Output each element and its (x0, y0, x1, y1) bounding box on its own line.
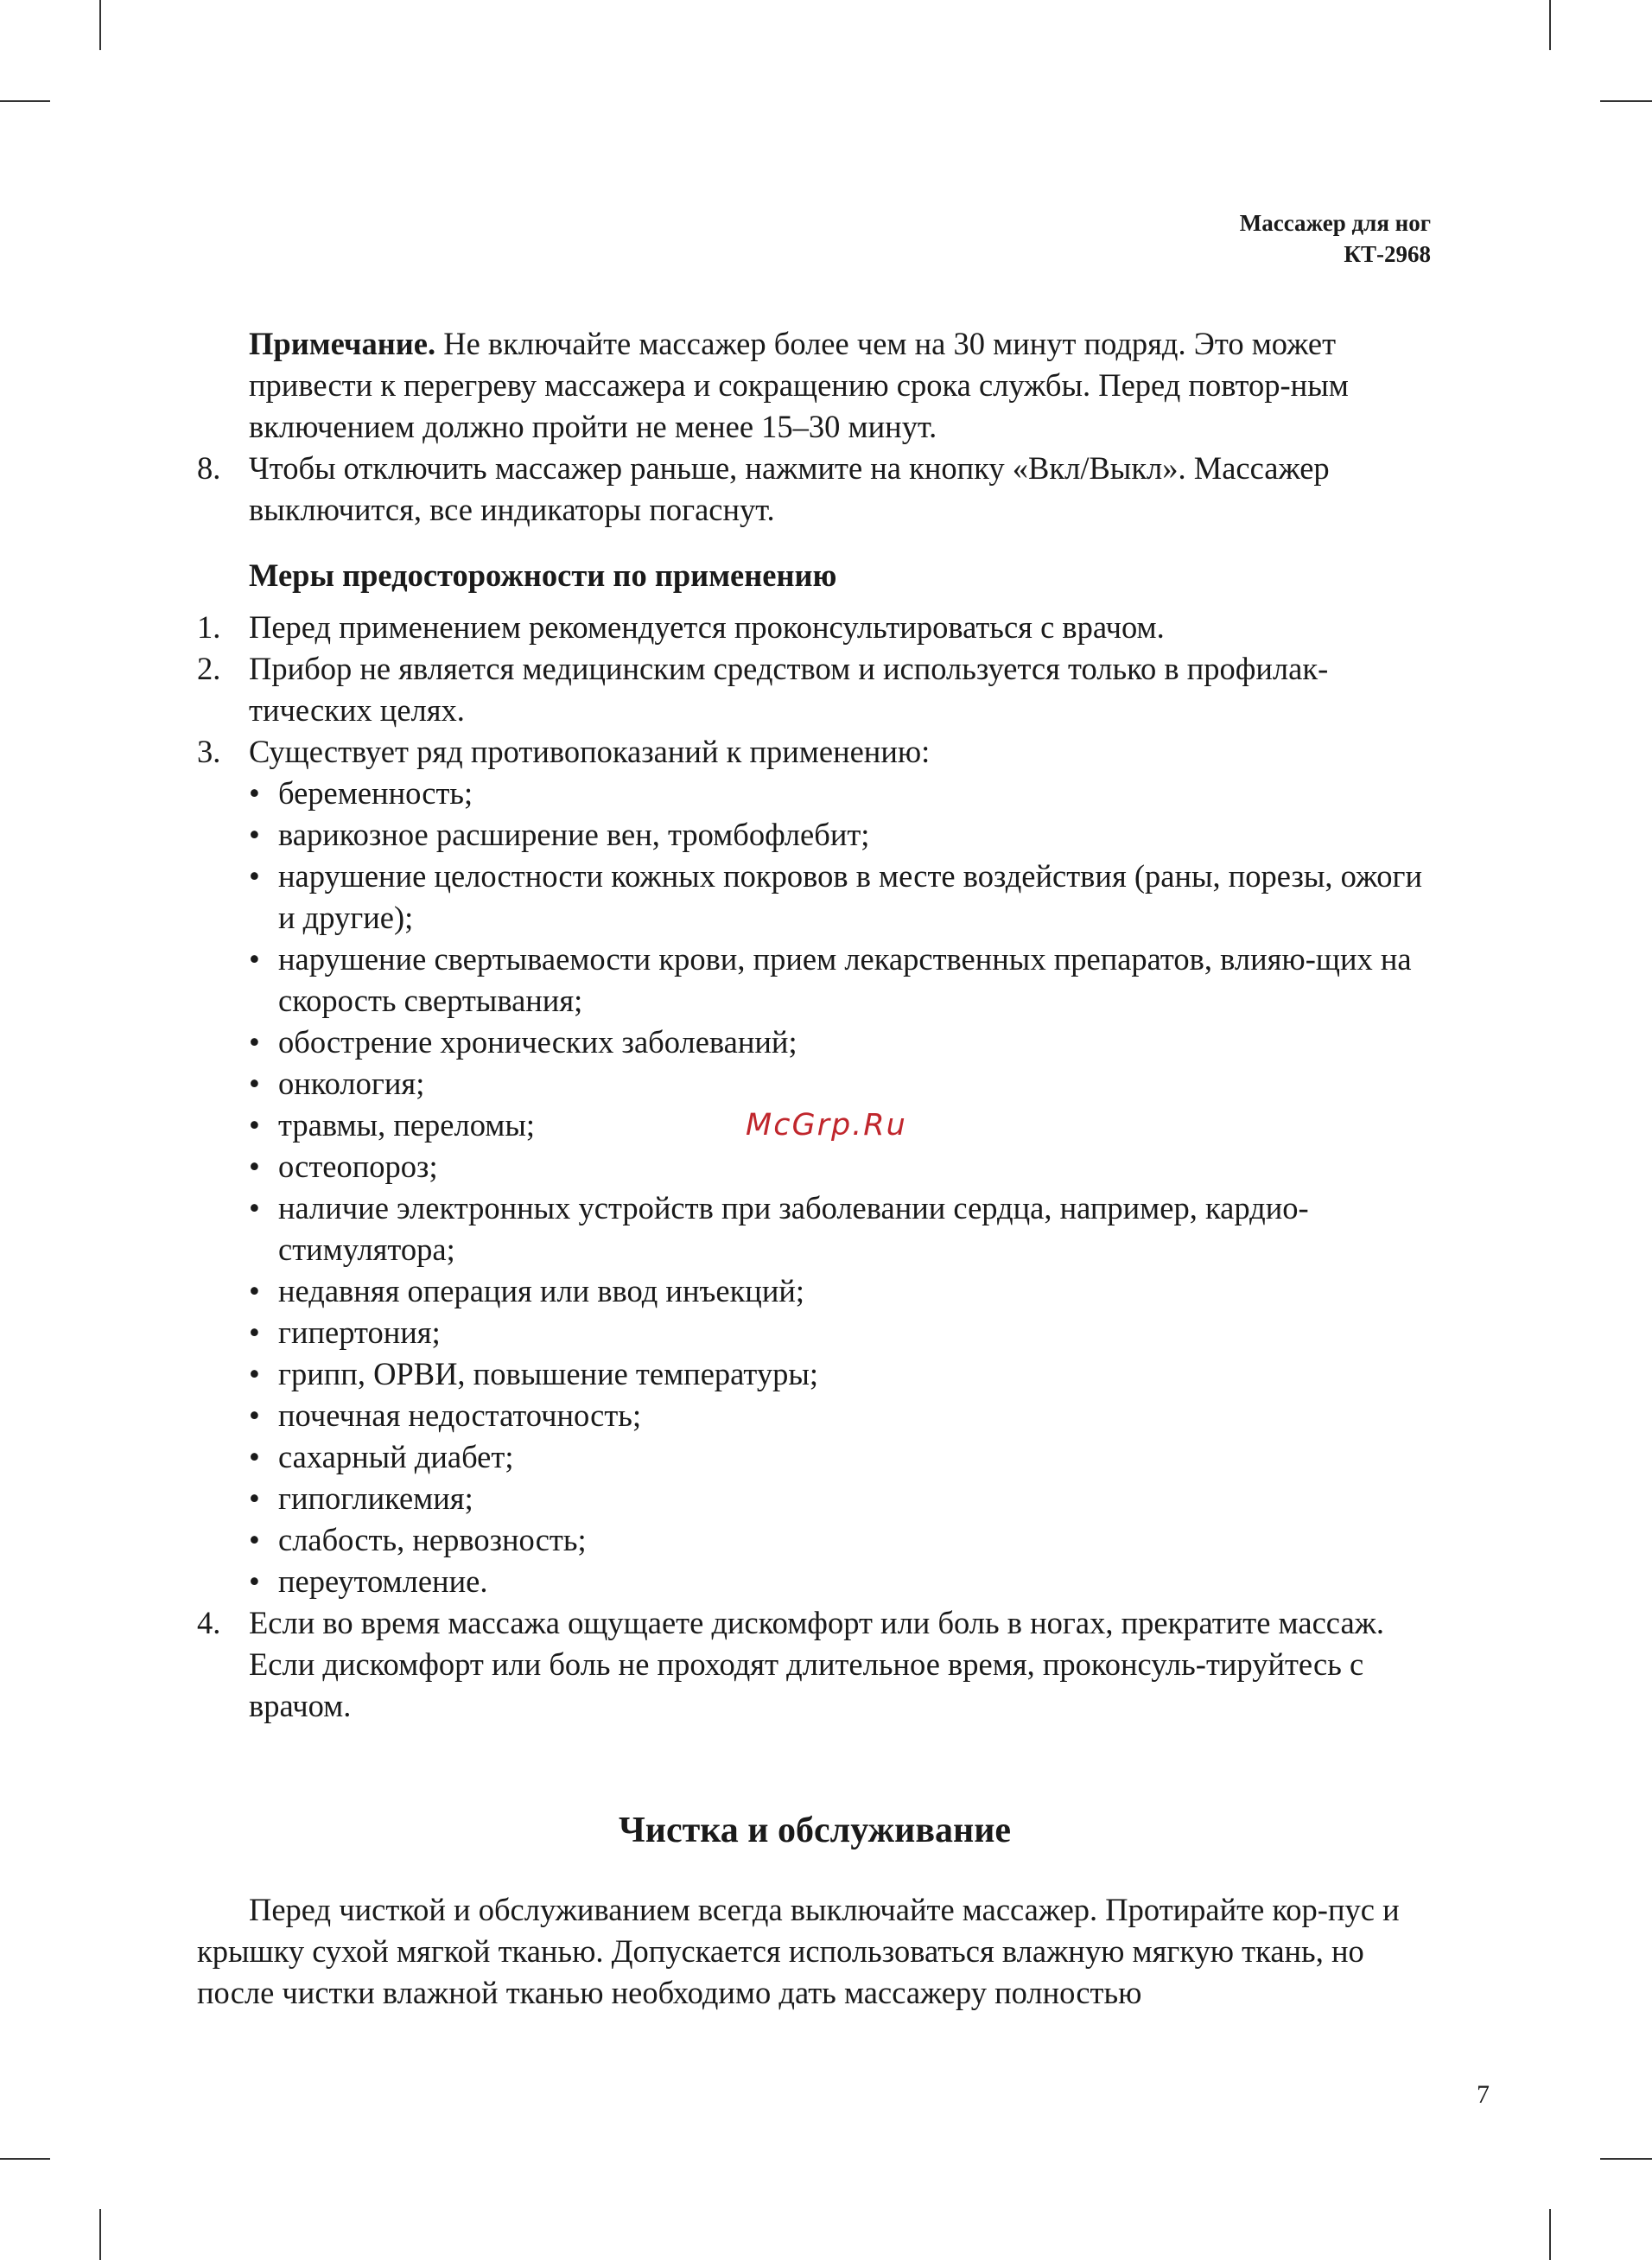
bullet: • (249, 1315, 260, 1350)
bullet: • (249, 1397, 260, 1433)
bullet: • (249, 1480, 260, 1516)
item-text: Существует ряд противопоказаний к применению: (249, 734, 931, 769)
item-number: 4. (197, 1605, 221, 1640)
bullet: • (249, 941, 260, 977)
list-item: • переутомление. (249, 1561, 1433, 1602)
item-number: 2. (197, 651, 221, 686)
bullet: • (249, 1439, 260, 1474)
crop-mark-top-right (1549, 0, 1551, 50)
list-item: • сахарный диабет; (249, 1436, 1433, 1478)
header-model: КТ-2968 (1344, 241, 1431, 267)
precaution-item (197, 731, 1433, 773)
bullet: • (249, 1149, 260, 1184)
list-item: • гипогликемия; (249, 1478, 1433, 1519)
list-item: • слабость, нервозность; (249, 1519, 1433, 1561)
page-content (197, 323, 1433, 2014)
cleaning-paragraph: Перед чисткой и обслуживанием всегда выключайте массажер. Протирайте кор-пус и крышку сухой мягкой тканью. Допускается использоваться влажную мягкую ткань, но после чистки влажной тканью необходимо дать массажеру полностью (197, 1892, 1400, 2010)
list-item: • нарушение целостности кожных покровов в месте воздействия (раны, порезы, ожоги и другие); (249, 856, 1433, 939)
list-item: • обострение хронических заболеваний; (249, 1022, 1433, 1063)
note-paragraph (197, 323, 1433, 448)
crop-mark-bottom-right (1549, 2209, 1551, 2260)
list-item: • наличие электронных устройств при заболевании сердца, например, кардио-стимулятора; (249, 1187, 1433, 1270)
list-item: • грипп, ОРВИ, повышение температуры; (249, 1353, 1433, 1395)
list-item: • почечная недостаточность; (249, 1395, 1433, 1436)
section-title: Чистка и обслуживание (618, 1811, 1012, 1850)
bullet: • (249, 1024, 260, 1060)
bullet: • (249, 1273, 260, 1308)
crop-mark-left-bottom (0, 2158, 50, 2160)
list-item: • недавняя операция или ввод инъекций; (249, 1270, 1433, 1312)
bullet: • (249, 1190, 260, 1225)
header-product-name: Массажер для ног (1239, 210, 1431, 236)
contraindications-list (197, 773, 1433, 1602)
list-item: • варикозное расширение вен, тромбофлебит; (249, 814, 1433, 856)
crop-mark-right-top (1600, 100, 1652, 102)
item-text: Если во время массажа ощущаете дискомфорт или боль в ногах, прекратите массаж. Если дискомфорт или боль не проходят длительное время, проконсуль-тируйтесь с врачом. (249, 1605, 1384, 1723)
bullet: • (249, 858, 260, 894)
item-text: Прибор не является медицинским средством и используется только в профилак-тических целях. (249, 651, 1329, 728)
precautions-heading: Меры предосторожности по применению (249, 557, 837, 593)
item-number: 1. (197, 609, 221, 645)
list-item: • травмы, переломы; (249, 1105, 1433, 1146)
crop-mark-top-left (99, 0, 101, 50)
precaution-item (197, 1602, 1433, 1727)
note-label: Примечание. (249, 326, 436, 361)
bullet: • (249, 1356, 260, 1391)
bullet: • (249, 1563, 260, 1599)
step-8 (197, 448, 1433, 531)
step-number: 8. (197, 450, 221, 486)
bullet: • (249, 817, 260, 852)
list-item: • беременность; (249, 773, 1433, 814)
list-item: • нарушение свертываемости крови, прием лекарственных препаратов, влияю-щих на скорость свертывания; (249, 939, 1433, 1022)
list-item: • гипертония; (249, 1312, 1433, 1353)
running-header (1240, 207, 1431, 270)
crop-mark-bottom-left (99, 2209, 101, 2260)
page-number: 7 (1477, 2080, 1490, 2109)
list-item: • онкология; (249, 1063, 1433, 1105)
item-number: 3. (197, 734, 221, 769)
precaution-item (197, 648, 1433, 731)
bullet: • (249, 1066, 260, 1101)
list-item: • остеопороз; (249, 1146, 1433, 1187)
bullet: • (249, 1107, 260, 1143)
bullet: • (249, 1522, 260, 1557)
step-text: Чтобы отключить массажер раньше, нажмите на кнопку «Вкл/Выкл». Массажер выключится, все индикаторы погаснут. (249, 450, 1330, 527)
bullet: • (249, 775, 260, 811)
item-text: Перед применением рекомендуется проконсультироваться с врачом. (249, 609, 1165, 645)
crop-mark-left-top (0, 100, 50, 102)
note-text: Не включайте массажер более чем на 30 минут подряд. Это может привести к перегреву массажера и сокращению срока службы. Перед повтор-ным включением должно пройти не менее 15–30 минут. (249, 326, 1349, 444)
watermark: McGrp.Ru (746, 1108, 907, 1143)
crop-mark-right-bottom (1600, 2158, 1652, 2160)
precaution-item (197, 607, 1433, 648)
